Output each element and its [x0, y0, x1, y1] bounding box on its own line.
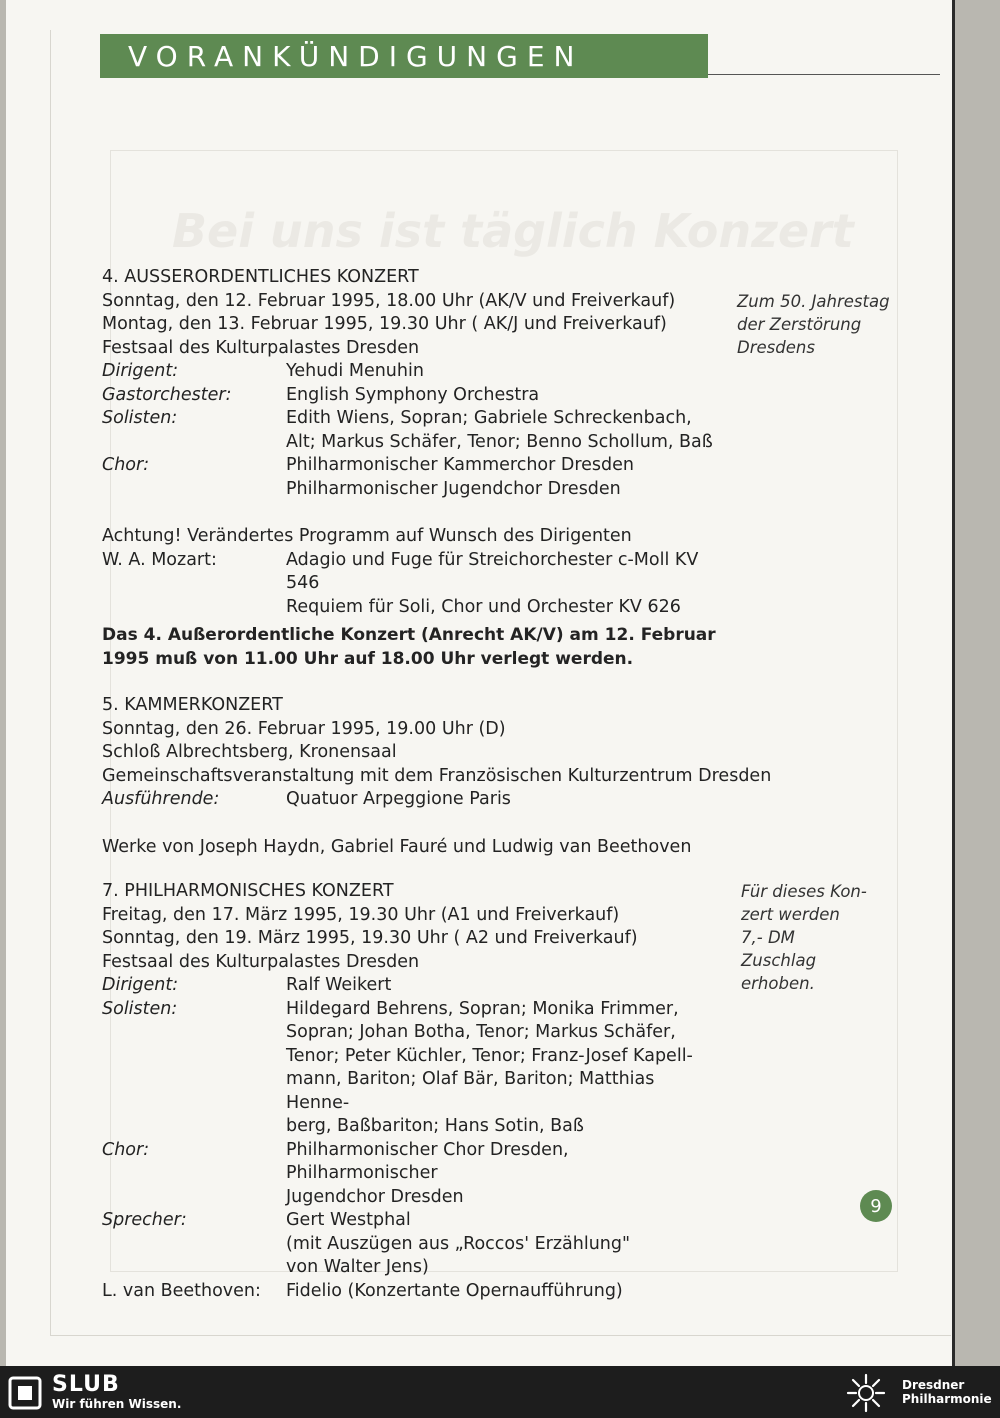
side-note-line: Zum 50. Jahrestag — [737, 292, 890, 311]
concert-title: 7. PHILHARMONISCHES KONZERT — [102, 881, 394, 901]
credit-value — [286, 454, 722, 501]
credit-line: Hildegard Behrens, Sopran; Monika Frimmer, — [286, 998, 679, 1019]
concert-venue: Festsaal des Kulturpalastes Dresden — [102, 337, 420, 358]
side-note-line: Dresdens — [737, 338, 815, 357]
credit-value: English Symphony Orchestra — [286, 384, 540, 405]
bleed-through-title: Bei uns ist täglich Konzert — [172, 204, 854, 258]
notice-line: 1995 muß von 11.00 Uhr auf 18.00 Uhr verlegt werden. — [102, 648, 634, 669]
partner-name-line: Dresdner — [902, 1378, 965, 1392]
page-number: 9 — [860, 1190, 892, 1222]
work-title: Adagio und Fuge für Streichorchester c-Moll KV 546 — [286, 549, 699, 593]
slub-logo-icon — [8, 1376, 42, 1410]
concert-title: 4. AUSSERORDENTLICHES KONZERT — [102, 267, 419, 287]
credit-row — [102, 360, 722, 384]
side-note-line: Für dieses Kon- — [741, 882, 867, 901]
credit-row — [102, 974, 722, 998]
partner-name — [902, 1378, 992, 1406]
credit-row — [102, 998, 722, 1139]
side-note-anniversary — [737, 290, 890, 359]
credit-label: Ausführende: — [102, 789, 220, 809]
header-rule — [708, 74, 940, 75]
concert-date: Freitag, den 17. März 1995, 19.30 Uhr (A1 und Freiverkauf) — [102, 904, 620, 925]
credit-row — [102, 407, 722, 454]
credit-line: Gert Westphal — [286, 1210, 411, 1230]
credit-value: Yehudi Menuhin — [286, 361, 424, 381]
concert-cooperation: Gemeinschaftsveranstaltung mit dem Französischen Kulturzentrum Dresden — [102, 765, 772, 786]
credit-value: Quatuor Arpeggione Paris — [286, 789, 511, 809]
side-note-line: 7,- DM — [741, 928, 795, 947]
side-note-line: Zuschlag — [741, 951, 817, 970]
side-note-line: der Zerstörung — [737, 315, 862, 334]
program-notice: Achtung! Verändertes Programm auf Wunsch des Dirigenten — [102, 526, 632, 546]
composer-label: L. van Beethoven: — [102, 1280, 261, 1301]
concert-date: Sonntag, den 19. März 1995, 19.30 Uhr ( A2 und Freiverkauf) — [102, 928, 638, 948]
credit-label: Chor: — [102, 1139, 150, 1160]
concert-block-3 — [102, 880, 722, 1303]
credit-row — [102, 788, 722, 812]
credit-label: Sprecher: — [102, 1210, 187, 1230]
philharmonie-logo-icon — [842, 1371, 890, 1415]
credit-line: Philharmonischer Kammerchor Dresden — [286, 455, 635, 475]
credit-line: berg, Baßbariton; Hans Sotin, Baß — [286, 1116, 584, 1136]
credit-row — [102, 384, 722, 408]
concert-date: Montag, den 13. Februar 1995, 19.30 Uhr ( AK/J und Freiverkauf) — [102, 314, 667, 334]
concert-venue: Festsaal des Kulturpalastes Dresden — [102, 951, 420, 972]
credit-value: Ralf Weikert — [286, 975, 392, 995]
credit-line: mann, Bariton; Olaf Bär, Bariton; Matthias Henne- — [286, 1069, 655, 1113]
section-title: VORANKÜNDIGUNGEN — [128, 39, 584, 73]
credit-line: Sopran; Johan Botha, Tenor; Markus Schäfer, — [286, 1022, 676, 1042]
credit-row — [102, 1139, 722, 1210]
concert-date: Sonntag, den 12. Februar 1995, 18.00 Uhr (AK/V und Freiverkauf) — [102, 290, 676, 311]
credit-line: (mit Auszügen aus „Roccos' Erzählung" — [286, 1233, 631, 1254]
partner-name-line: Philharmonie — [902, 1392, 992, 1406]
concert-title: 5. KAMMERKONZERT — [102, 695, 283, 715]
library-name: SLUB — [52, 1372, 120, 1397]
program-row — [102, 1280, 722, 1304]
section-header — [100, 34, 708, 78]
viewer-footer — [0, 1366, 1000, 1418]
credit-label: Solisten: — [102, 408, 178, 428]
concert-block-2 — [102, 694, 772, 859]
composer-label: W. A. Mozart: — [102, 549, 217, 570]
credit-label: Solisten: — [102, 998, 178, 1019]
credit-label: Dirigent: — [102, 975, 179, 995]
work-title: Fidelio (Konzertante Opernaufführung) — [286, 1280, 623, 1301]
notice-line: Das 4. Außerordentliche Konzert (Anrecht AK/V) am 12. Februar — [102, 625, 716, 645]
library-tagline: Wir führen Wissen. — [52, 1397, 182, 1411]
work-title: Requiem für Soli, Chor und Orchester KV 626 — [286, 596, 681, 617]
concert-venue: Schloß Albrechtsberg, Kronensaal — [102, 742, 397, 762]
credit-line: Philharmonischer Jugendchor Dresden — [286, 478, 621, 499]
credit-line: von Walter Jens) — [286, 1257, 429, 1277]
credit-label: Chor: — [102, 455, 150, 475]
credit-label: Gastorchester: — [102, 384, 232, 405]
credit-line: Philharmonischer Chor Dresden, Philharmonischer — [286, 1139, 569, 1183]
side-note-line: zert werden — [741, 905, 840, 924]
concert-block-1 — [102, 266, 722, 619]
concert-date: Sonntag, den 26. Februar 1995, 19.00 Uhr (D) — [102, 718, 506, 739]
credit-line: Tenor; Peter Küchler, Tenor; Franz-Josef Kapell- — [286, 1045, 693, 1066]
credit-value — [286, 998, 722, 1139]
program-works: Werke von Joseph Haydn, Gabriel Fauré und Ludwig van Beethoven — [102, 836, 692, 857]
side-note-line: erhoben. — [741, 974, 815, 993]
credit-row — [102, 1209, 722, 1280]
credit-value — [286, 1209, 722, 1280]
program-row — [102, 549, 722, 620]
credit-value — [286, 407, 722, 454]
credit-line: Alt; Markus Schäfer, Tenor; Benno Schollum, Baß — [286, 431, 713, 452]
credit-value — [286, 1139, 722, 1210]
side-note-surcharge — [741, 880, 867, 995]
credit-label: Dirigent: — [102, 361, 179, 381]
credit-row — [102, 454, 722, 501]
schedule-change-notice — [102, 624, 722, 671]
credit-line: Edith Wiens, Sopran; Gabriele Schreckenbach, — [286, 408, 692, 428]
credit-line: Jugendchor Dresden — [286, 1186, 464, 1207]
program-works — [286, 549, 722, 620]
